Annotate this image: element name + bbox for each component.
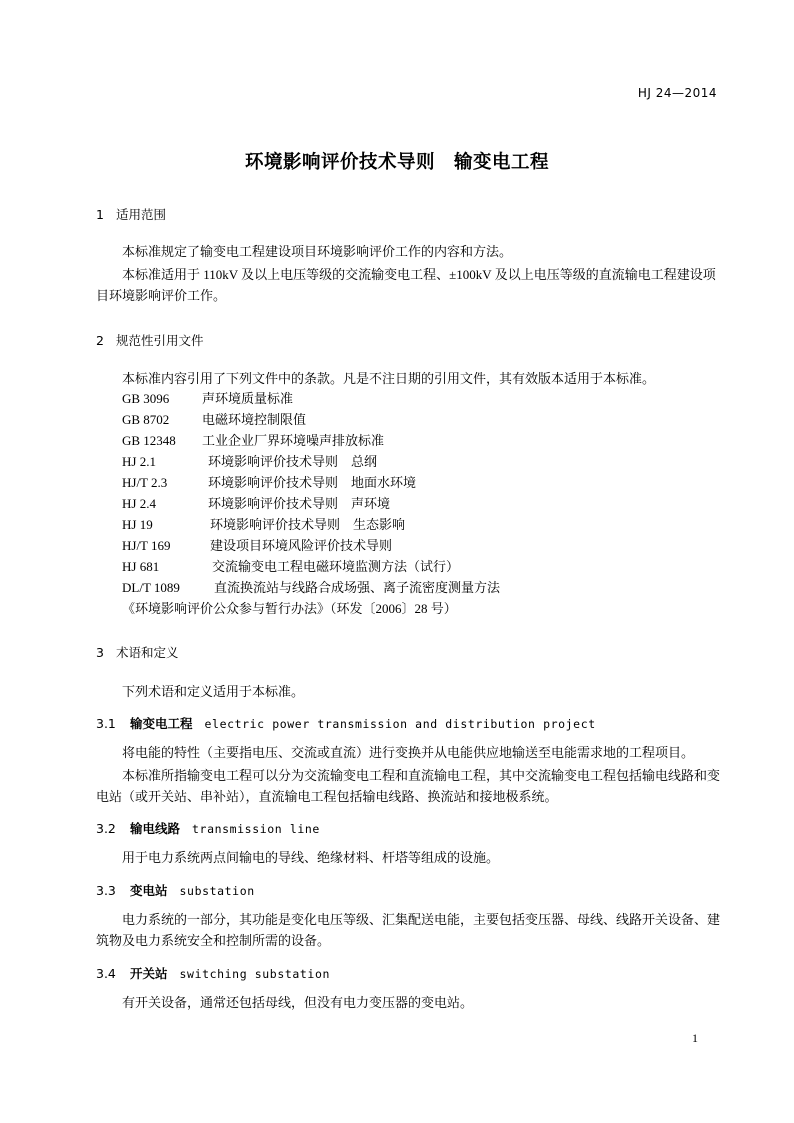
- term-number: 3.3: [96, 883, 116, 898]
- reference-code: HJ 2.1: [122, 454, 156, 469]
- reference-item: [122, 535, 500, 556]
- reference-code: GB 8702: [122, 412, 170, 427]
- references-intro: 本标准内容引用了下列文件中的条款。凡是不注日期的引用文件，其有效版本适用于本标准。: [122, 371, 656, 386]
- reference-code: HJ/T 2.3: [122, 475, 168, 490]
- reference-title: 交流输变电工程电磁环境监测方法（试行）: [212, 559, 460, 574]
- reference-code: GB 3096: [122, 391, 170, 406]
- reference-title: 工业企业厂界环境噪声排放标准: [202, 433, 385, 448]
- reference-title: 《环境影响评价公众参与暂行办法》（环发〔2006〕28 号）: [122, 601, 457, 616]
- standard-code: HJ 24—2014: [637, 86, 717, 100]
- reference-title: 环境影响评价技术导则 声环境: [208, 496, 391, 511]
- reference-item: [122, 451, 500, 472]
- paragraph: 本标准规定了输变电工程建设项目环境影响评价工作的内容和方法。: [122, 244, 513, 259]
- term-3-3-heading: [96, 881, 255, 899]
- reference-item: [122, 556, 500, 577]
- terms-intro: 下列术语和定义适用于本标准。: [122, 684, 305, 699]
- reference-title: 电磁环境控制限值: [202, 412, 307, 427]
- term-3-4-heading: [96, 964, 330, 982]
- paragraph: 有开关设备，通常还包括母线，但没有电力变压器的变电站。: [122, 995, 474, 1010]
- reference-title: 建设项目环境风险评价技术导则: [210, 538, 393, 553]
- reference-list: [122, 388, 500, 619]
- term-number: 3.4: [96, 966, 116, 981]
- reference-code: GB 12348: [122, 433, 176, 448]
- term-zh: 变电站: [130, 883, 168, 898]
- reference-code: DL/T 1089: [122, 580, 180, 595]
- term-en: switching substation: [179, 967, 330, 981]
- term-3-2-heading: [96, 819, 320, 837]
- paragraph: 本标准所指输变电工程可以分为交流输变电工程和直流输电工程，其中交流输变电工程包括输电线路和变电站（或开关站、串补站），直流输电工程包括输电线路、换流站和接地极系统。: [96, 768, 721, 804]
- reference-item: [122, 472, 500, 493]
- section-2-heading: [96, 331, 204, 349]
- reference-title: 环境影响评价技术导则 总纲: [208, 454, 378, 469]
- term-en: substation: [179, 884, 255, 898]
- reference-code: HJ 19: [122, 517, 153, 532]
- paragraph: 本标准适用于 110kV 及以上电压等级的交流输变电工程、±100kV 及以上电压等级的直流输电工程建设项目环境影响评价工作。: [96, 267, 716, 303]
- reference-code: HJ 681: [122, 559, 160, 574]
- page-number: 1: [692, 1031, 698, 1045]
- term-number: 3.2: [96, 821, 116, 836]
- section-3-heading: [96, 643, 179, 661]
- reference-item: [122, 388, 500, 409]
- term-en: electric power transmission and distribution project: [204, 717, 596, 731]
- reference-code: HJ/T 169: [122, 538, 171, 553]
- reference-item: [122, 598, 500, 619]
- term-3-1-heading: [96, 714, 596, 732]
- term-zh: 输变电工程: [130, 716, 193, 731]
- reference-item: [122, 493, 500, 514]
- section-number: 1: [96, 207, 104, 222]
- section-number: 3: [96, 645, 104, 660]
- term-en: transmission line: [192, 822, 320, 836]
- reference-item: [122, 409, 500, 430]
- term-zh: 输电线路: [130, 821, 181, 836]
- section-title: 规范性引用文件: [116, 333, 204, 348]
- section-1-heading: [96, 205, 166, 223]
- section-number: 2: [96, 333, 104, 348]
- term-zh: 开关站: [130, 966, 168, 981]
- term-number: 3.1: [96, 716, 116, 731]
- reference-item: [122, 514, 500, 535]
- section-title: 术语和定义: [116, 645, 179, 660]
- document-title: 环境影响评价技术导则 输变电工程: [244, 152, 549, 173]
- reference-title: 环境影响评价技术导则 地面水环境: [208, 475, 417, 490]
- paragraph: 电力系统的一部分，其功能是变化电压等级、汇集配送电能，主要包括变压器、母线、线路开关设备、建筑物及电力系统安全和控制所需的设备。: [96, 912, 721, 948]
- reference-item: [122, 430, 500, 451]
- reference-title: 声环境质量标准: [202, 391, 294, 406]
- reference-code: HJ 2.4: [122, 496, 156, 511]
- reference-title: 环境影响评价技术导则 生态影响: [210, 517, 406, 532]
- paragraph: 用于电力系统两点间输电的导线、绝缘材料、杆塔等组成的设施。: [122, 850, 500, 865]
- paragraph: 将电能的特性（主要指电压、交流或直流）进行变换并从电能供应地输送至电能需求地的工程项目。: [122, 745, 695, 760]
- reference-title: 直流换流站与线路合成场强、离子流密度测量方法: [214, 580, 501, 595]
- reference-item: [122, 577, 500, 598]
- section-title: 适用范围: [116, 207, 167, 222]
